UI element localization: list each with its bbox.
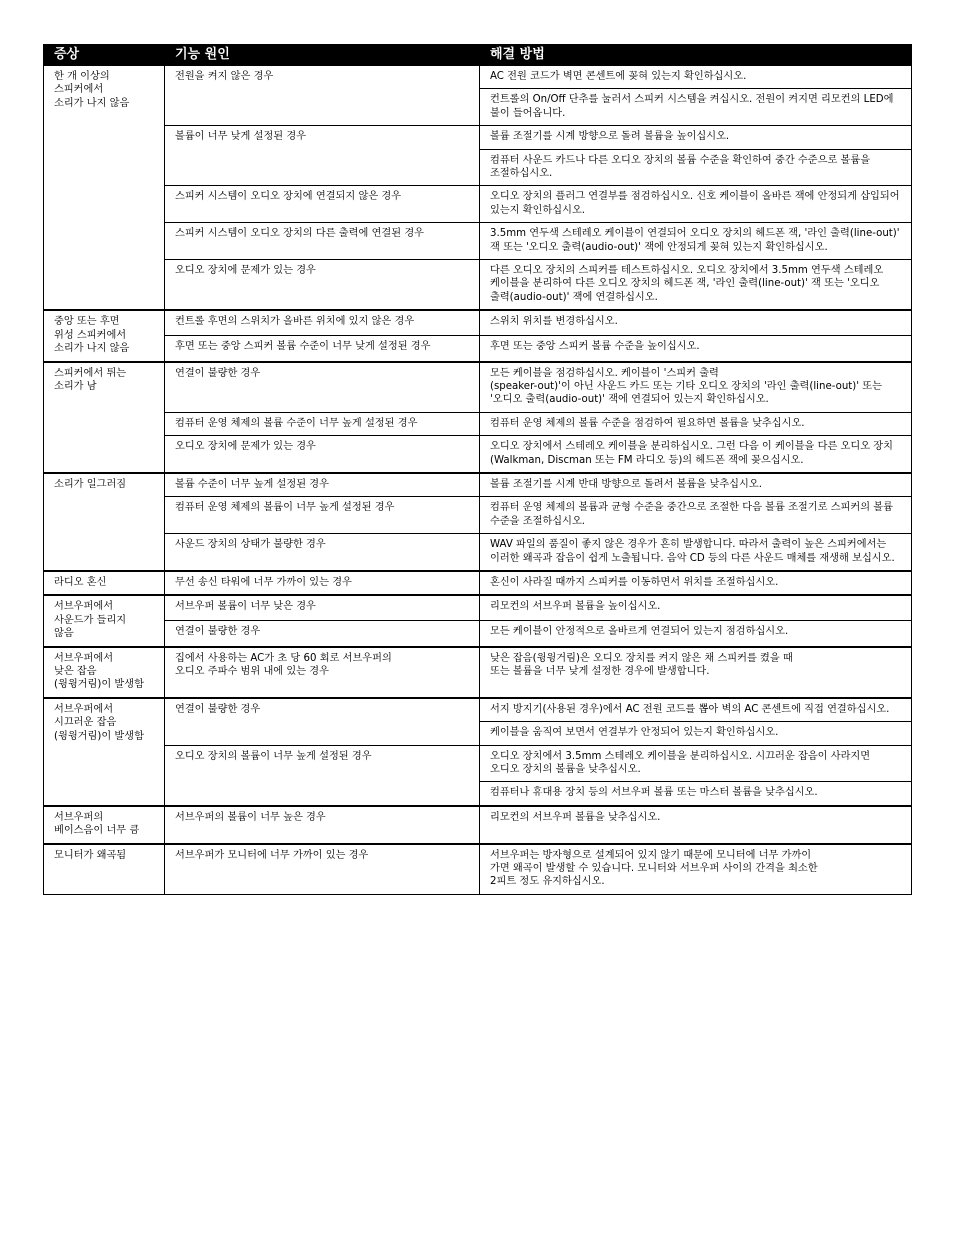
solution-cell: 낮은 잡음(윙윙거림)은 오디오 장치를 켜지 않은 채 스피커를 켰을 때 또는 볼륨을 너무 낮게 설정한 경우에 발생합니다. (480, 647, 912, 698)
table-row (44, 336, 912, 362)
cause-cell: 서브우퍼의 볼륨이 너무 높은 경우 (165, 806, 480, 844)
table-row (44, 595, 912, 621)
cause-cell: 오디오 장치에 문제가 있는 경우 (165, 260, 480, 311)
cause-cell: 볼륨이 너무 낮게 설정된 경우 (165, 126, 480, 186)
symptom-group (44, 362, 912, 473)
symptom-group (44, 698, 912, 806)
table-row (44, 698, 912, 722)
solution-cell: 오디오 장치의 플러그 연결부를 점검하십시오. 신호 케이블이 올바른 잭에 안정되게 삽입되어 있는지 확인하십시오. (480, 186, 912, 223)
symptom-cell: 중앙 또는 후면 위성 스피커에서 소리가 나지 않음 (44, 310, 165, 361)
solution-cell: 모든 케이블을 점검하십시오. 케이블이 '스피커 출력 (speaker-out)'이 아닌 사운드 카드 또는 기타 오디오 장치의 '라인 출력(line-out)' 또는 '오디오 출력(audio-out)' 잭에 연결되어 있는지 확인하십시오. (480, 362, 912, 413)
symptom-group (44, 595, 912, 646)
table-header (44, 45, 912, 66)
solution-cell: 혼신이 사라질 때까지 스피커를 이동하면서 위치를 조절하십시오. (480, 571, 912, 595)
solution-cell: 오디오 장치에서 스테레오 케이블을 분리하십시오. 그런 다음 이 케이블을 다른 오디오 장치(Walkman, Discman 또는 FM 라디오 등)의 헤드폰 잭에 꽂으십시오. (480, 436, 912, 473)
table-row (44, 621, 912, 647)
symptom-group (44, 473, 912, 571)
solution-cell: 컴퓨터나 휴대용 장치 등의 서브우퍼 볼륨 또는 마스터 볼륨을 낮추십시오. (480, 782, 912, 806)
solution-cell: 후면 또는 중앙 스피커 볼륨 수준을 높이십시오. (480, 336, 912, 362)
cause-cell: 사운드 장치의 상태가 불량한 경우 (165, 534, 480, 571)
solution-cell: 오디오 장치에서 3.5mm 스테레오 케이블을 분리하십시오. 시끄러운 잡음이 사라지면 오디오 장치의 볼륨을 낮추십시오. (480, 745, 912, 782)
table-row (44, 260, 912, 311)
header-row (44, 45, 912, 66)
solution-cell: 컨트롤의 On/Off 단추를 눌러서 스피커 시스템을 켜십시오. 전원이 켜지면 리모컨의 LED에 불이 들어옵니다. (480, 89, 912, 126)
symptom-cell: 스피커에서 튀는 소리가 남 (44, 362, 165, 473)
table-row (44, 223, 912, 260)
symptom-cell: 서브우퍼에서 낮은 잡음 (윙윙거림)이 발생함 (44, 647, 165, 698)
solution-cell: 리모컨의 서브우퍼 볼륨을 낮추십시오. (480, 806, 912, 844)
symptom-group (44, 66, 912, 311)
symptom-cell: 서브우퍼의 베이스음이 너무 큼 (44, 806, 165, 844)
header-solution: 해결 방법 (480, 45, 912, 66)
cause-cell: 전원을 켜지 않은 경우 (165, 66, 480, 126)
symptom-cell: 소리가 일그러짐 (44, 473, 165, 571)
cause-cell: 컴퓨터 운영 체제의 볼륨이 너무 높게 설정된 경우 (165, 497, 480, 534)
cause-cell: 오디오 장치에 문제가 있는 경우 (165, 436, 480, 473)
symptom-group (44, 844, 912, 895)
table-row (44, 436, 912, 473)
solution-cell: 다른 오디오 장치의 스피커를 테스트하십시오. 오디오 장치에서 3.5mm 연두색 스테레오 케이블을 분리하여 다른 오디오 장치의 헤드폰 잭, '라인 출력(line-out)' 잭 또는 '오디오 출력(audio-out)' 잭에 연결하십시오. (480, 260, 912, 311)
cause-cell: 서브우퍼가 모니터에 너무 가까이 있는 경우 (165, 844, 480, 895)
cause-cell: 집에서 사용하는 AC가 초 당 60 회로 서브우퍼의 오디오 주파수 범위 내에 있는 경우 (165, 647, 480, 698)
header-symptom: 증상 (44, 45, 165, 66)
symptom-cell: 라디오 혼신 (44, 571, 165, 595)
solution-cell: 리모컨의 서브우퍼 볼륨을 높이십시오. (480, 595, 912, 621)
table-row (44, 745, 912, 782)
solution-cell: 모든 케이블이 안정적으로 올바르게 연결되어 있는지 점검하십시오. (480, 621, 912, 647)
table-row (44, 412, 912, 435)
symptom-group (44, 806, 912, 844)
cause-cell: 무선 송신 타워에 너무 가까이 있는 경우 (165, 571, 480, 595)
table-row (44, 362, 912, 413)
solution-cell: 케이블을 움직여 보면서 연결부가 안정되어 있는지 확인하십시오. (480, 722, 912, 745)
table-row (44, 534, 912, 571)
troubleshooting-table (43, 44, 912, 895)
table-row (44, 806, 912, 844)
cause-cell: 연결이 불량한 경우 (165, 362, 480, 413)
solution-cell: 스위치 위치를 변경하십시오. (480, 310, 912, 336)
solution-cell: 볼륨 조절기를 시계 방향으로 돌려 볼륨을 높이십시오. (480, 126, 912, 149)
cause-cell: 스피커 시스템이 오디오 장치에 연결되지 않은 경우 (165, 186, 480, 223)
table-row (44, 473, 912, 497)
symptom-cell: 서브우퍼에서 시끄러운 잡음 (윙윙거림)이 발생함 (44, 698, 165, 806)
cause-cell: 연결이 불량한 경우 (165, 621, 480, 647)
cause-cell: 오디오 장치의 볼륨이 너무 높게 설정된 경우 (165, 745, 480, 806)
solution-cell: 3.5mm 연두색 스테레오 케이블이 연결되어 오디오 장치의 헤드폰 잭, '라인 출력(line-out)' 잭 또는 '오디오 출력(audio-out)' 잭에 안정되게 꽂혀 있는지 확인하십시오. (480, 223, 912, 260)
table-row (44, 66, 912, 89)
symptom-cell: 한 개 이상의 스피커에서 소리가 나지 않음 (44, 66, 165, 311)
symptom-group (44, 310, 912, 361)
header-cause: 기능 원인 (165, 45, 480, 66)
solution-cell: 서브우퍼는 방자형으로 설계되어 있지 않기 때문에 모니터에 너무 가까이 가면 왜곡이 발생할 수 있습니다. 모니터와 서브우퍼 사이의 간격을 최소한 2피트 정도 유지하십시오. (480, 844, 912, 895)
table-row (44, 844, 912, 895)
cause-cell: 스피커 시스템이 오디오 장치의 다른 출력에 연결된 경우 (165, 223, 480, 260)
table-row (44, 310, 912, 336)
solution-cell: AC 전원 코드가 벽면 콘센트에 꽂혀 있는지 확인하십시오. (480, 66, 912, 89)
table-row (44, 571, 912, 595)
symptom-cell: 모니터가 왜곡됨 (44, 844, 165, 895)
cause-cell: 연결이 불량한 경우 (165, 698, 480, 745)
solution-cell: 컴퓨터 운영 체제의 볼륨과 균형 수준을 중간으로 조절한 다음 볼륨 조절기로 스피커의 볼륨 수준을 조절하십시오. (480, 497, 912, 534)
solution-cell: 컴퓨터 사운드 카드나 다른 오디오 장치의 볼륨 수준을 확인하여 중간 수준으로 볼륨을 조절하십시오. (480, 149, 912, 186)
solution-cell: 볼륨 조절기를 시계 반대 방향으로 돌려서 볼륨을 낮추십시오. (480, 473, 912, 497)
symptom-group (44, 571, 912, 595)
cause-cell: 볼륨 수준이 너무 높게 설정된 경우 (165, 473, 480, 497)
cause-cell: 서브우퍼 볼륨이 너무 낮은 경우 (165, 595, 480, 621)
symptom-cell: 서브우퍼에서 사운드가 들리지 않음 (44, 595, 165, 646)
table-row (44, 647, 912, 698)
cause-cell: 후면 또는 중앙 스피커 볼륨 수준이 너무 낮게 설정된 경우 (165, 336, 480, 362)
table-row (44, 126, 912, 149)
solution-cell: 서지 방지기(사용된 경우)에서 AC 전원 코드를 뽑아 벽의 AC 콘센트에 직접 연결하십시오. (480, 698, 912, 722)
table-row (44, 497, 912, 534)
solution-cell: 컴퓨터 운영 체제의 볼륨 수준을 점검하여 필요하면 볼륨을 낮추십시오. (480, 412, 912, 435)
cause-cell: 컴퓨터 운영 체제의 볼륨 수준이 너무 높게 설정된 경우 (165, 412, 480, 435)
cause-cell: 컨트롤 후면의 스위치가 올바른 위치에 있지 않은 경우 (165, 310, 480, 336)
table-row (44, 186, 912, 223)
symptom-group (44, 647, 912, 698)
solution-cell: WAV 파일의 품질이 좋지 않은 경우가 흔히 발생합니다. 따라서 출력이 높은 스피커에서는 이러한 왜곡과 잡음이 쉽게 노출됩니다. 음악 CD 등의 다른 사운드 매체를 재생해 보십시오. (480, 534, 912, 571)
